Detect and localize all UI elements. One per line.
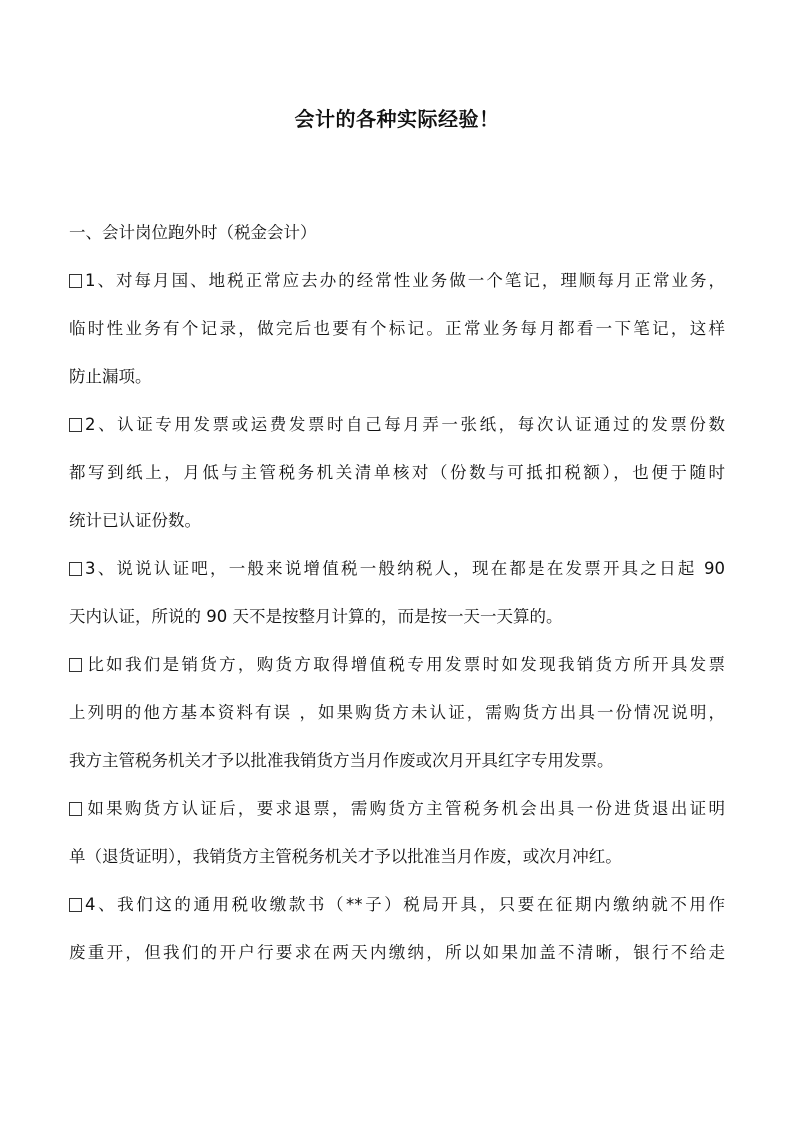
document-title: 会计的各种实际经验！ bbox=[294, 107, 500, 131]
text-line bbox=[69, 892, 725, 917]
text-line bbox=[69, 556, 725, 581]
line-text: 4、我们这的通用税收缴款书（**子）税局开具，只要在征期内缴纳就不用作 bbox=[85, 895, 725, 914]
text-line bbox=[69, 316, 725, 341]
document-body bbox=[69, 220, 725, 988]
line-text: 1、对每月国、地税正常应去办的经常性业务做一个笔记，理顺每月正常业务， bbox=[85, 271, 725, 290]
line-text: 天内认证，所说的 90 天不是按整月计算的，而是按一天一天算的。 bbox=[69, 607, 563, 626]
checkbox-square-icon bbox=[69, 898, 82, 912]
line-text: 我方主管税务机关才予以批准我销货方当月作废或次月开具红字专用发票。 bbox=[69, 751, 614, 770]
text-line bbox=[69, 460, 725, 485]
line-text: 如果购货方认证后，要求退票，需购货方主管税务机会出具一份进货退出证明 bbox=[85, 799, 725, 818]
checkbox-square-icon bbox=[69, 658, 82, 672]
text-line bbox=[69, 700, 725, 725]
text-line bbox=[69, 364, 725, 389]
text-line bbox=[69, 508, 725, 533]
line-text: 防止漏项。 bbox=[69, 367, 152, 386]
text-line bbox=[69, 268, 725, 293]
text-line bbox=[69, 412, 725, 437]
checkbox-square-icon bbox=[69, 418, 82, 432]
text-line bbox=[69, 796, 725, 821]
line-text: 临时性业务有个记录，做完后也要有个标记。正常业务每月都看一下笔记，这样 bbox=[69, 319, 725, 338]
section-heading: 一、会计岗位跑外时（税金会计） bbox=[69, 223, 317, 242]
line-text: 比如我们是销货方，购货方取得增值税专用发票时如发现我销货方所开具发票 bbox=[85, 655, 725, 674]
checkbox-square-icon bbox=[69, 274, 82, 288]
line-text: 都写到纸上，月低与主管税务机关清单核对（份数与可抵扣税额），也便于随时 bbox=[69, 463, 725, 482]
line-text: 废重开，但我们的开户行要求在两天内缴纳，所以如果加盖不清晰，银行不给走 bbox=[69, 943, 725, 962]
line-text: 3、说说认证吧，一般来说增值税一般纳税人，现在都是在发票开具之日起 90 bbox=[85, 559, 725, 578]
text-line bbox=[69, 844, 725, 869]
line-text: 统计已认证份数。 bbox=[69, 511, 201, 530]
text-line bbox=[69, 652, 725, 677]
checkbox-square-icon bbox=[69, 562, 82, 576]
text-line bbox=[69, 940, 725, 965]
line-text: 2、认证专用发票或运费发票时自己每月弄一张纸，每次认证通过的发票份数 bbox=[85, 415, 725, 434]
text-line bbox=[69, 748, 725, 773]
line-text: 单（退货证明），我销货方主管税务机关才予以批准当月作废，或次月冲红。 bbox=[69, 847, 622, 866]
paragraph-lines bbox=[69, 268, 725, 965]
checkbox-square-icon bbox=[69, 802, 82, 816]
text-line bbox=[69, 604, 725, 629]
line-text: 上列明的他方基本资料有误 ，如果购货方未认证，需购货方出具一份情况说明， bbox=[69, 703, 725, 722]
